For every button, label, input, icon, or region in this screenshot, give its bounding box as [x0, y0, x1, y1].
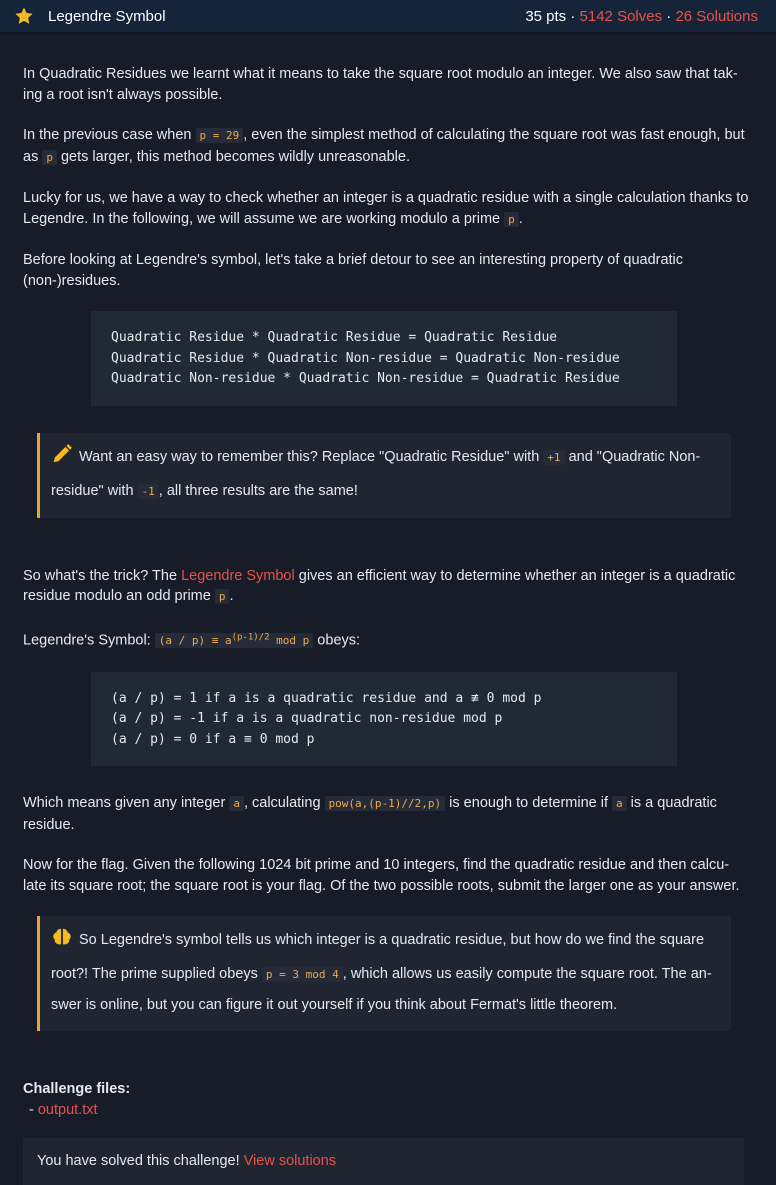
inline-code: p = 3 mod 4 — [262, 967, 343, 982]
code-line: Quadratic Residue * Quadratic Non-residue = Quadratic Non-residue — [111, 350, 620, 366]
view-solutions-link[interactable]: View solutions — [243, 1153, 337, 1170]
solved-banner: You have solved this challenge! View solutions — [23, 1138, 744, 1185]
inline-code: pow(a,(p-1)//2,p) — [325, 796, 446, 811]
output-file-link[interactable]: output.txt — [37, 1101, 98, 1118]
inline-code: p = 29 — [196, 128, 244, 143]
code-line: (a / p) = 0 if a ≡ 0 mod p — [111, 731, 315, 747]
separator: · — [666, 7, 672, 25]
solutions-link[interactable]: 26 Solutions — [675, 7, 758, 25]
inline-code: $(a / p) \equiv a^{(p-1)/2}$ mod p — [155, 633, 314, 648]
inline-code: p — [504, 212, 519, 227]
star-icon[interactable] — [14, 6, 34, 26]
paragraph: Legendre's Symbol: $(a / p) \equiv a^{(p-1)/2}$ mod p obeys: — [23, 632, 361, 649]
inline-code: p — [42, 150, 57, 165]
code-block — [91, 311, 677, 406]
challenge-description — [0, 34, 776, 1185]
code-line: (a / p) = -1 if a is a quadratic non-residue mod p — [111, 711, 503, 727]
separator: · — [570, 7, 576, 25]
code-line: (a / p) = 1 if a is a quadratic residue and a ≢ 0 mod p — [111, 690, 542, 706]
paragraph: So what's the trick? The Legendre Symbol gives an efficient way to determine whether an integer is a quadratic residue modulo an odd prime p . — [23, 567, 736, 604]
tip-callout: Want an easy way to remember this? Replace "Quadratic Residue" with +1 and "Quadratic Non-residue" with -1 , all three results are the same! — [37, 433, 731, 518]
inline-code: a — [229, 796, 244, 811]
pencil-icon — [51, 443, 73, 476]
paragraph: In the previous case when p = 29 , even the simplest method of calculating the square root was fast enough, but as p gets larger, this method becomes wildly unreasonable. — [23, 127, 745, 165]
paragraph: Which means given any integer a , calculating pow(a,(p-1)//2,p) is enough to determine if a is a quadratic residue. — [23, 795, 717, 833]
legendre-symbol-link[interactable]: Legendre Symbol — [181, 567, 295, 584]
inline-code: a — [612, 796, 627, 811]
inline-code: p — [215, 589, 230, 604]
paragraph: Before looking at Legendre's symbol, let's take a brief detour to see an interesting property of quadratic (non-)residues. — [23, 252, 684, 289]
paragraph: Lucky for us, we have a way to check whether an integer is a quadratic residue with a single calculation thanks to Legendre. In the following, we will assume we are working modulo a prime p . — [23, 190, 749, 227]
inline-code: +1 — [543, 450, 564, 465]
solves-link[interactable]: 5142 Solves — [579, 7, 663, 25]
code-block — [91, 672, 677, 767]
inline-code: -1 — [138, 484, 159, 499]
file-list-item: - output.txt — [29, 1101, 98, 1118]
paragraph: In Quadratic Residues we learnt what it means to take the square root modulo an integer. We also saw that tak-ing a root isn't always possible. — [23, 66, 738, 103]
challenge-header — [0, 0, 776, 34]
brain-icon — [51, 926, 73, 959]
challenge-title: Legendre Symbol — [48, 7, 166, 25]
code-line: Quadratic Non-residue * Quadratic Non-residue = Quadratic Residue — [111, 371, 620, 386]
points-label: 35 pts — [525, 7, 567, 25]
hint-callout: So Legendre's symbol tells us which integer is a quadratic residue, but how do we find the square root?! The prime supplied obeys p = 3 mod 4 , which allows us easily compute the square root. The an-swer is online, but you can figure it out yourself if you think about Fermat's little theorem. — [37, 916, 731, 1031]
challenge-files-title: Challenge files: — [23, 1081, 131, 1098]
challenge-stats — [525, 8, 758, 25]
paragraph: Now for the flag. Given the following 1024 bit prime and 10 integers, find the quadratic residue and then calcu-late its square root; the square root is your flag. Of the two possible roots, submit the larger one as your answer. — [23, 857, 740, 894]
code-line: Quadratic Residue * Quadratic Residue = Quadratic Residue — [111, 330, 558, 345]
